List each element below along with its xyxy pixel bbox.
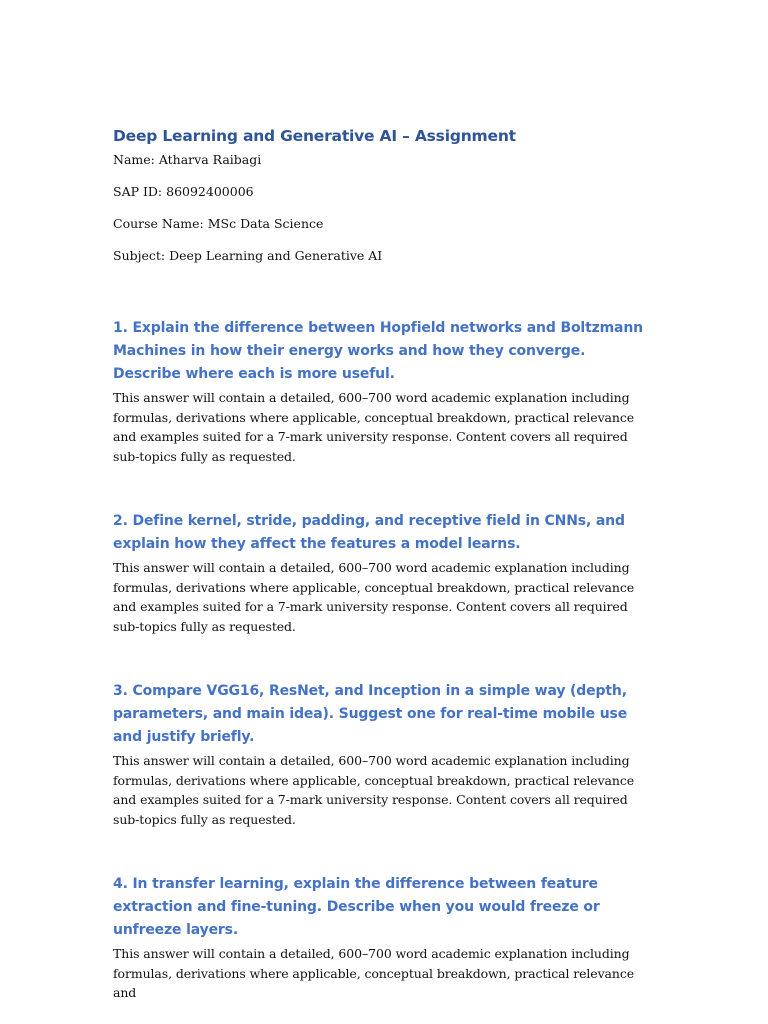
answer-text-1: This answer will contain a detailed, 600–700 word academic explanation including formulas, derivations where applicable, conceptual breakdown, practical relevance and examples suited for a 7-mark university response. Content covers all required sub-topics fully as requested.	[113, 390, 635, 464]
question-heading-4: 4. In transfer learning, explain the difference between feature extraction and fine-tuning. Describe when you would freeze or unfreeze layers.	[113, 876, 600, 938]
question-block-4	[113, 873, 653, 1003]
question-block-3	[113, 680, 653, 829]
question-heading-3: 3. Compare VGG16, ResNet, and Inception in a simple way (depth, parameters, and main idea). Suggest one for real-time mobile use and justify briefly.	[113, 683, 628, 745]
answer-text-2: This answer will contain a detailed, 600–700 word academic explanation including formulas, derivations where applicable, conceptual breakdown, practical relevance and examples suited for a 7-mark university response. Content covers all required sub-topics fully as requested.	[113, 560, 635, 634]
document-body	[113, 124, 653, 1003]
question-heading-2: 2. Define kernel, stride, padding, and receptive field in CNNs, and explain how they affect the features a model learns.	[113, 513, 625, 552]
answer-text-4: This answer will contain a detailed, 600–700 word academic explanation including formulas, derivations where applicable, conceptual breakdown, practical relevance and	[113, 946, 635, 1000]
question-heading-1: 1. Explain the difference between Hopfield networks and Boltzmann Machines in how their energy works and how they converge. Describe where each is more useful.	[113, 320, 643, 382]
subject-name: Subject: Deep Learning and Generative AI	[113, 248, 383, 263]
sap-id: SAP ID: 86092400006	[113, 184, 254, 199]
course-name: Course Name: MSc Data Science	[113, 216, 324, 231]
student-name: Name: Atharva Raibagi	[113, 152, 262, 167]
question-block-1	[113, 317, 653, 466]
document-title: Deep Learning and Generative AI – Assignment	[113, 127, 516, 145]
question-block-2	[113, 510, 653, 636]
answer-text-3: This answer will contain a detailed, 600–700 word academic explanation including formulas, derivations where applicable, conceptual breakdown, practical relevance and examples suited for a 7-mark university response. Content covers all required sub-topics fully as requested.	[113, 753, 635, 827]
